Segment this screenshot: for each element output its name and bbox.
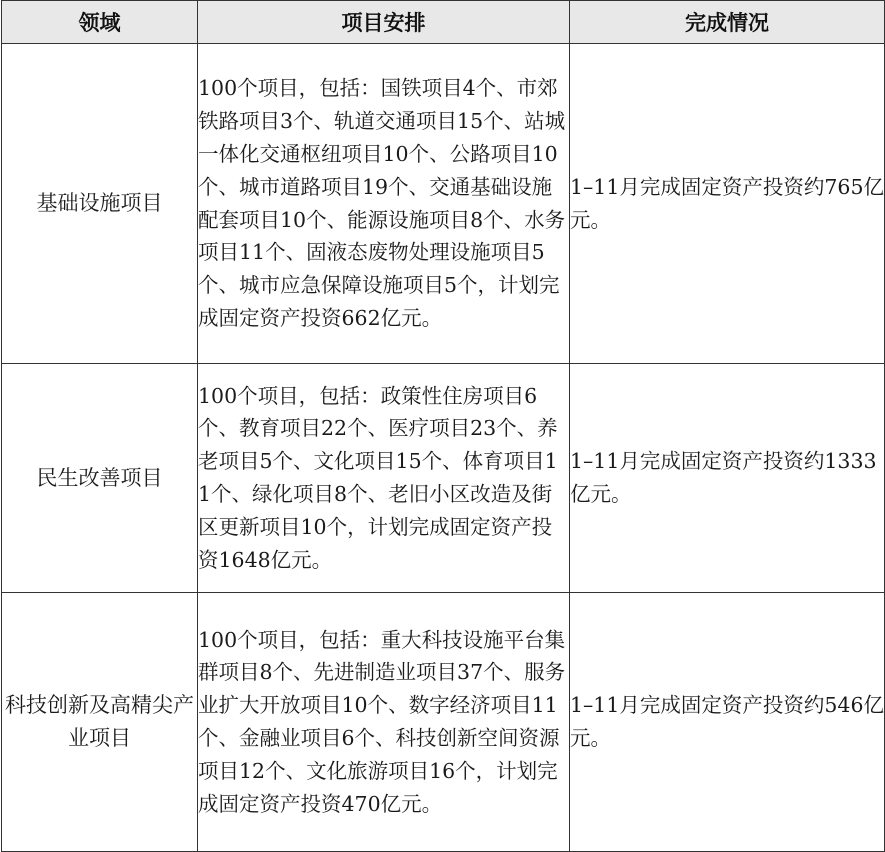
cell-status: 1–11月完成固定资产投资约1333亿元。 — [570, 364, 885, 593]
cell-field — [2, 364, 198, 593]
table-row — [2, 364, 885, 593]
field-label: 科技创新及高精尖产业项目 — [5, 693, 194, 750]
header-row — [2, 1, 885, 44]
table-row — [2, 44, 885, 364]
cell-field — [2, 44, 198, 364]
table-row — [2, 593, 885, 852]
project-table — [1, 0, 885, 852]
header-status: 完成情况 — [570, 1, 885, 44]
cell-field — [2, 593, 198, 852]
cell-plan: 100个项目，包括：国铁项目4个、市郊铁路项目3个、轨道交通项目15个、站城一体化交通枢纽项目10个、公路项目10个、城市道路项目19个、交通基础设施配套项目10个、能源设施项目8个、水务项目11个、固液态废物处理设施项目5个、城市应急保障设施项目5个，计划完成固定资产投资662亿元。 — [198, 44, 570, 364]
header-field: 领域 — [2, 1, 198, 44]
field-label: 基础设施项目 — [36, 191, 163, 215]
header-plan: 项目安排 — [198, 1, 570, 44]
cell-status: 1–11月完成固定资产投资约765亿元。 — [570, 44, 885, 364]
field-label: 民生改善项目 — [36, 465, 163, 490]
cell-status: 1–11月完成固定资产投资约546亿元。 — [570, 593, 885, 852]
cell-plan: 100个项目，包括：政策性住房项目6个、教育项目22个、医疗项目23个、养老项目5个、文化项目15个、体育项目11个、绿化项目8个、老旧小区改造及街区更新项目10个，计划完成固定资产投资1648亿元。 — [198, 364, 570, 593]
cell-plan: 100个项目，包括：重大科技设施平台集群项目8个、先进制造业项目37个、服务业扩大开放项目10个、数字经济项目11个、金融业项目6个、科技创新空间资源项目12个、文化旅游项目16个，计划完成固定资产投资470亿元。 — [198, 593, 570, 852]
